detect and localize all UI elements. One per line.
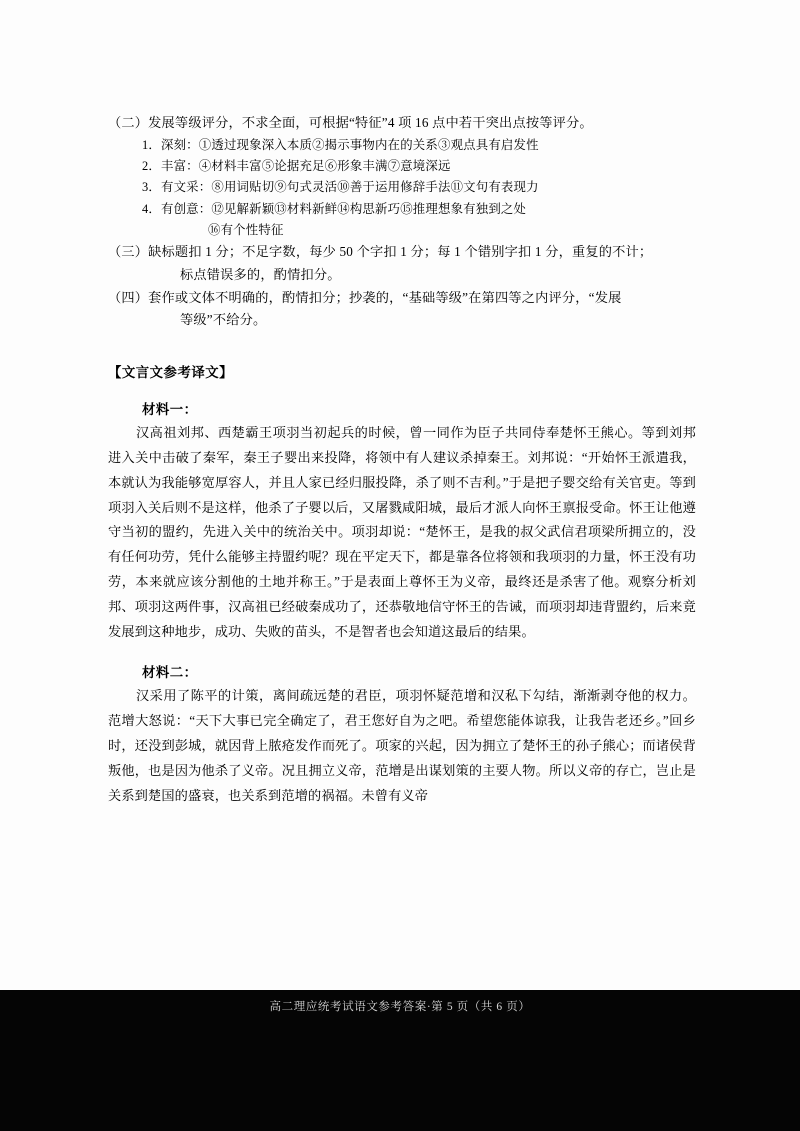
scoring-subitem-4-continuation: ⑯有个性特征: [208, 223, 284, 238]
material-one-paragraph: 汉高祖刘邦、西楚霸王项羽当初起兵的时候，曾一同作为臣子共同侍奉楚怀王熊心。等到刘邦进入关中击破了秦军，秦王子婴出来投降，将领中有人建议杀掉秦王。刘邦说：“开始怀王派遣我，本就认为我能够宽厚容人，并且人家已经归服投降，杀了则不吉利。”于是把子婴交给有关官吏。等到项羽入关后则不是这样，他杀了子婴以后，又屠戮咸阳城，最后才派人向怀王禀报受命。怀王让他遵守当初的盟约，先进入关中的统治关中。项羽却说：“楚怀王，是我的叔父武信君项梁所拥立的，没有任何功劳，凭什么能够主持盟约呢？现在平定天下，都是靠各位将领和我项羽的力量，怀王没有功劳，本来就应该分割他的土地并称王。”于是表面上尊怀王为义帝，最终还是杀害了他。观察分析刘邦、项羽这两件事，汉高祖已经破秦成功了，还恭敬地信守怀王的告诫，而项羽却违背盟约，后来竟发展到这种地步，成功、失败的苗头，不是智者也会知道这最后的结果。: [108, 425, 696, 639]
material-one-title: 材料一：: [142, 402, 198, 418]
material-two-title: 材料二：: [142, 665, 198, 681]
scoring-item-2-label: （二）发展等级评分，不求全面，可根据“特征”4 项 16 点中若干突出点按等评分。: [108, 115, 593, 130]
scoring-subitem-3: 3．有文采：⑧用词贴切⑨句式灵活⑩善于运用修辞手法⑪文句有表现力: [142, 180, 539, 195]
translation-heading: 【文言文参考译文】: [108, 365, 234, 381]
scoring-subitem-1: 1．深刻：①透过现象深入本质②揭示事物内在的关系③观点具有启发性: [142, 137, 539, 152]
material-spacer: [108, 644, 696, 662]
section-spacer: [108, 332, 696, 362]
scoring-item-4-label: （四）套作或文体不明确的，酌情扣分；抄袭的，“基础等级”在第四等之内评分，“发展: [108, 289, 622, 305]
scoring-subitem-4: 4．有创意：⑫见解新颖⑬材料新鲜⑭构思新巧⑮推理想象有独到之处: [142, 201, 527, 216]
scoring-item-3-label: （三）缺标题扣 1 分；不足字数，每少 50 个字扣 1 分；每 1 个错别字扣 1 分，重复的不计；: [108, 244, 653, 260]
page-footer-text: 高二理应统考试语文参考答案·第 5 页（共 6 页）: [269, 1001, 531, 1013]
scoring-item-3-continuation: 标点错误多的，酌情扣分。: [180, 267, 341, 283]
scoring-subitem-2: 2．丰富：④材料丰富⑤论据充足⑥形象丰满⑦意境深远: [142, 159, 451, 174]
heading-spacer: [108, 381, 696, 399]
material-two-paragraph: 汉采用了陈平的计策，离间疏远楚的君臣，项羽怀疑范增和汉私下勾结，渐渐剥夺他的权力。范增大怒说：“天下大事已完全确定了，君王您好自为之吧。希望您能体谅我，让我告老还乡。”回乡时，还没到彭城，就因背上脓疮发作而死了。项家的兴起，因为拥立了楚怀王的孙子熊心；而诸侯背叛他，也是因为他杀了义帝。况且拥立义帝，范增是出谋划策的主要人物。所以义帝的存亡，岂止是关系到楚国的盛衰，也关系到范增的祸福。未曾有义帝: [108, 688, 696, 803]
scoring-item-4-continuation: 等级”不给分。: [180, 312, 267, 328]
page-content: [108, 112, 696, 809]
